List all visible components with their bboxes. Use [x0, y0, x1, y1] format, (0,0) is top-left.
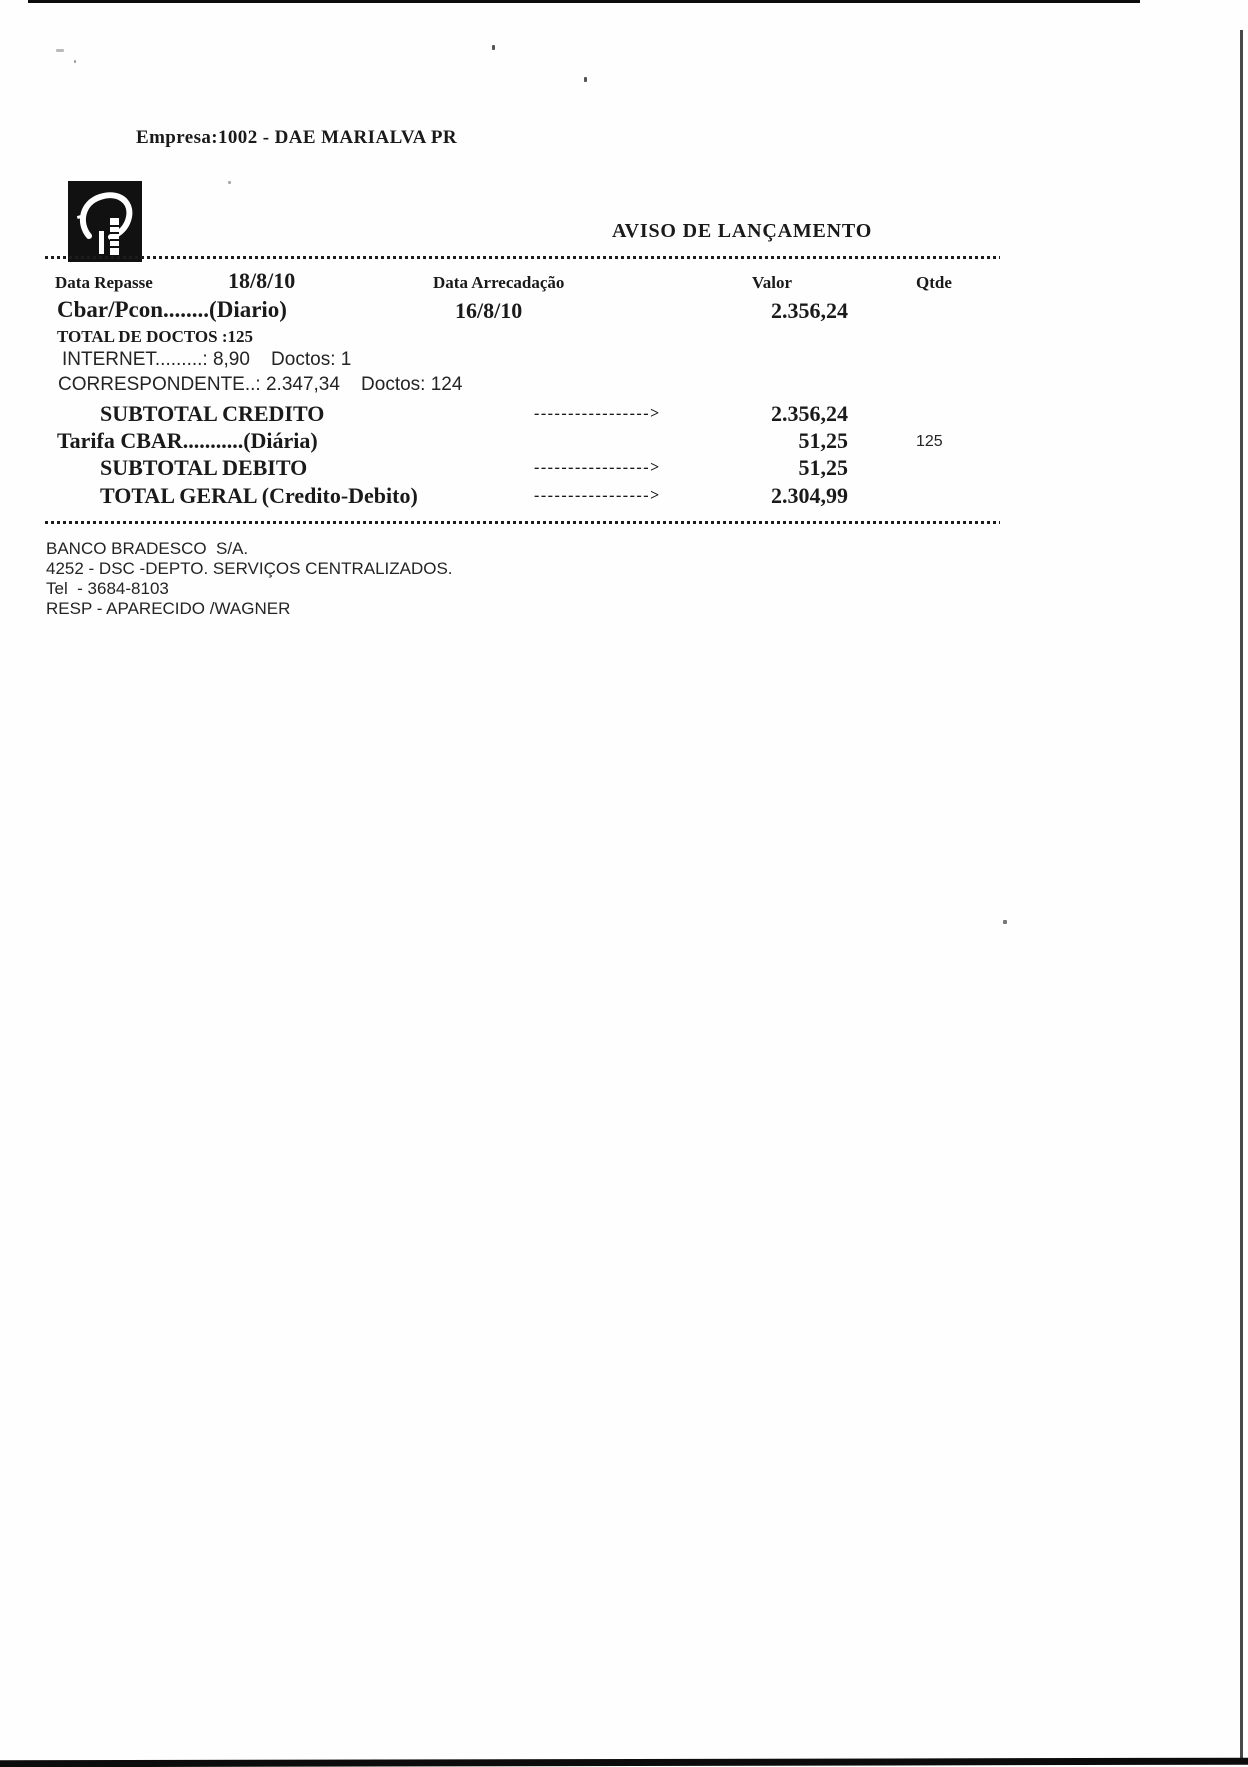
- internet-line: INTERNET.........: 8,90 Doctos: 1: [62, 349, 352, 370]
- scan-edge-top: [28, 0, 1140, 3]
- col-data-repasse: Data Repasse: [55, 273, 153, 292]
- total-geral-label: TOTAL GERAL (Credito-Debito): [100, 483, 418, 508]
- tarifa-valor: 51,25: [798, 428, 848, 453]
- total-geral-valor: 2.304,99: [771, 483, 848, 508]
- subtotal-debito-valor: 51,25: [798, 455, 848, 480]
- scan-speckle: [56, 49, 64, 52]
- scan-speckle: [1003, 920, 1007, 924]
- tarifa-qtde: 125: [916, 433, 943, 450]
- subtotal-credito-valor: 2.356,24: [771, 401, 848, 426]
- cbar-valor: 2.356,24: [771, 298, 848, 323]
- tarifa-label: Tarifa CBAR...........(Diária): [57, 428, 318, 453]
- footer-department: 4252 - DSC -DEPTO. SERVIÇOS CENTRALIZADOS.: [46, 559, 453, 578]
- dashed-separator-top: [45, 256, 1000, 259]
- footer-responsible: RESP - APARECIDO /WAGNER: [46, 599, 291, 618]
- subtotal-debito-label: SUBTOTAL DEBITO: [100, 455, 308, 480]
- scan-speckle: [584, 77, 587, 82]
- correspondente-line: CORRESPONDENTE..: 2.347,34 Doctos: 124: [58, 374, 463, 395]
- subtotal-credito-arrow: ----------------->: [534, 405, 661, 422]
- subtotal-debito-arrow: ----------------->: [534, 459, 661, 476]
- scan-speckle: [74, 60, 76, 63]
- cbar-label: Cbar/Pcon........(Diario): [57, 297, 287, 322]
- document-title: AVISO DE LANÇAMENTO: [612, 220, 873, 242]
- total-doctos-line: TOTAL DE DOCTOS :125: [57, 327, 254, 346]
- scan-speckle: [228, 181, 231, 184]
- scan-edge-bottom: [0, 1758, 1248, 1767]
- dashed-separator-bottom: [45, 521, 1000, 524]
- col-qtde: Qtde: [916, 273, 952, 292]
- col-valor: Valor: [752, 273, 792, 292]
- repasse-date: 18/8/10: [228, 268, 296, 293]
- footer-bank-name: BANCO BRADESCO S/A.: [46, 539, 249, 558]
- empresa-header: Empresa:1002 - DAE MARIALVA PR: [136, 127, 457, 148]
- footer-telephone: Tel - 3684-8103: [46, 579, 169, 598]
- scan-speckle: [492, 45, 495, 50]
- bradesco-tree-logo: [52, 163, 126, 244]
- total-geral-arrow: ----------------->: [534, 487, 661, 504]
- subtotal-credito-label: SUBTOTAL CREDITO: [100, 401, 325, 426]
- arrecadacao-date: 16/8/10: [455, 298, 523, 323]
- scan-edge-right: [1240, 30, 1243, 1762]
- col-data-arrecadacao: Data Arrecadação: [433, 273, 565, 292]
